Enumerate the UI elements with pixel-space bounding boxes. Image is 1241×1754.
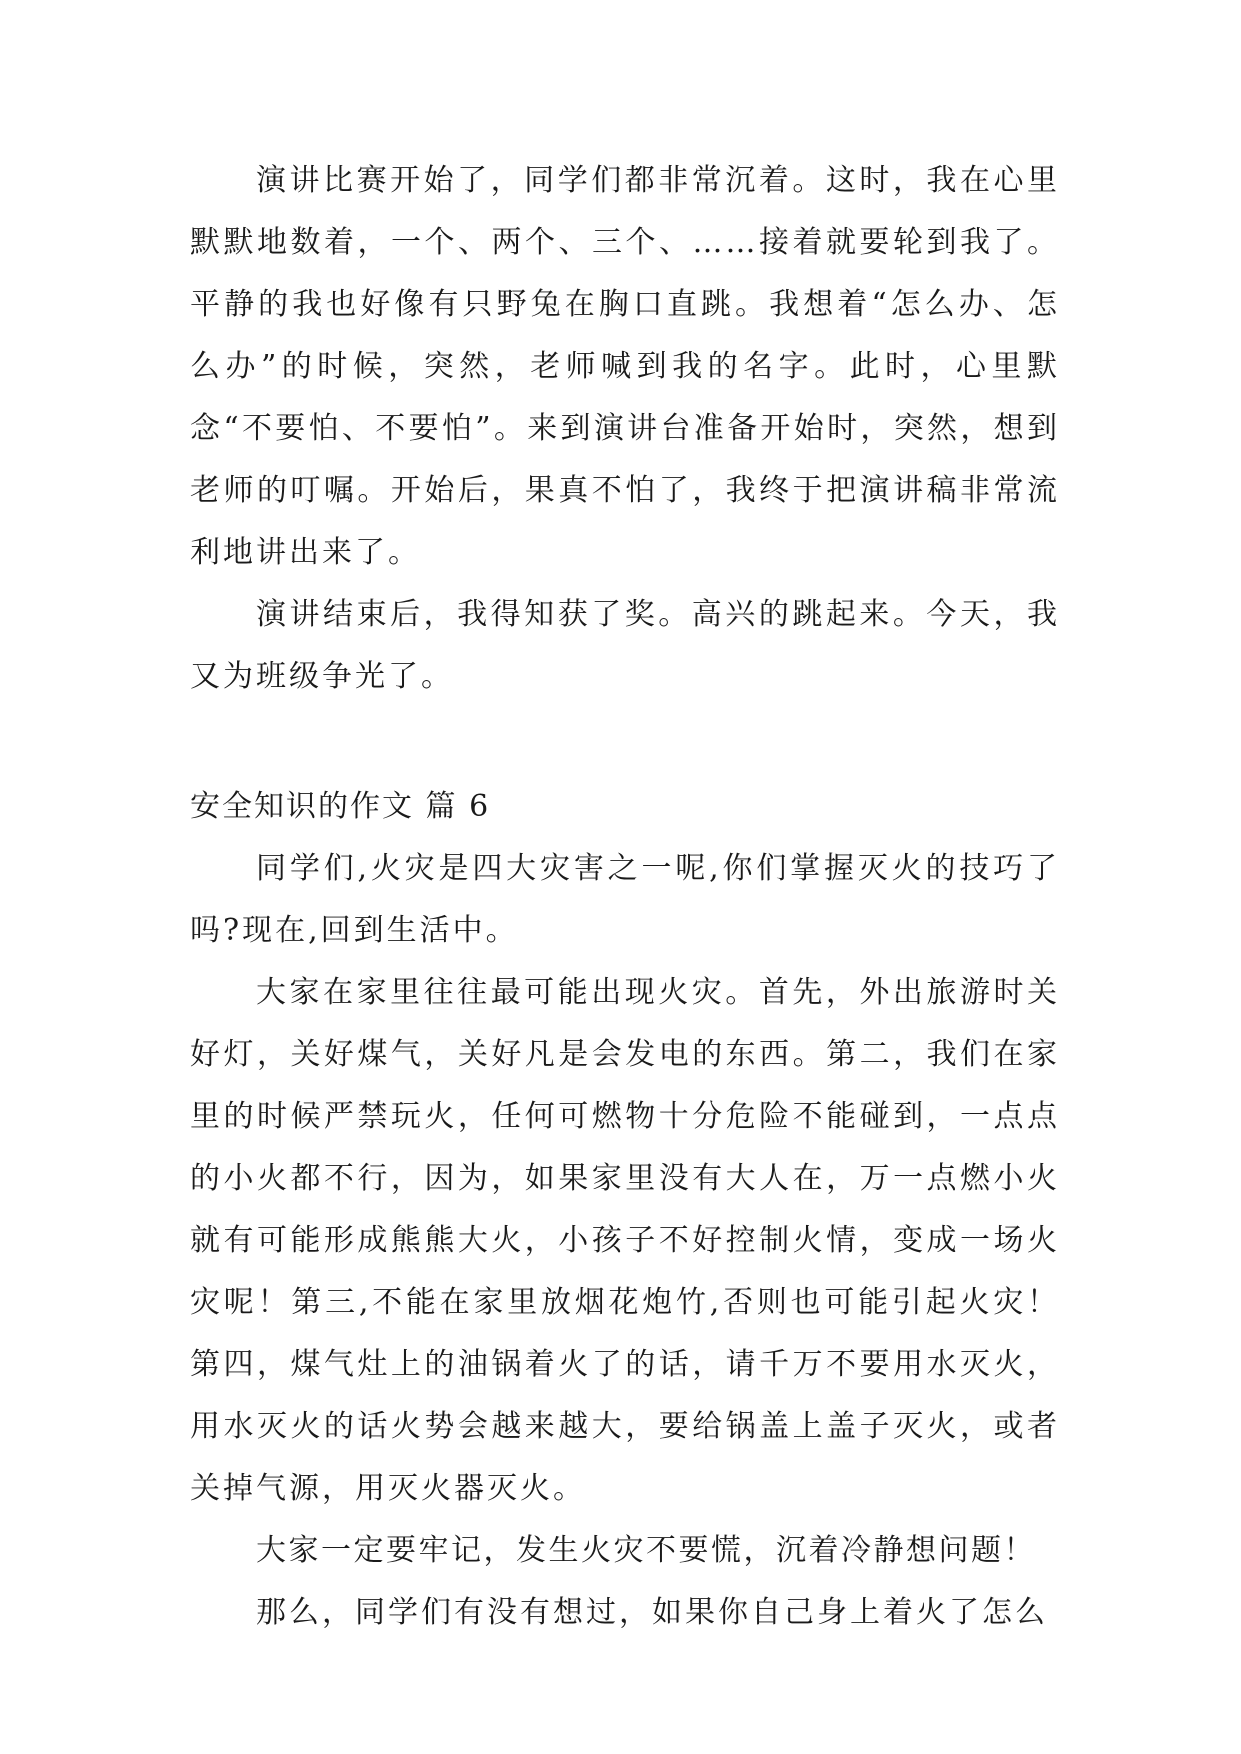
section-heading: 安全知识的作文 篇 6 [190, 789, 491, 824]
document-page [190, 150, 1060, 1644]
paragraph-speech-contest: 演讲比赛开始了，同学们都非常沉着。这时，我在心里默默地数着，一个、两个、三个、……接着就要轮到我了。平静的我也好像有只野兔在胸口直跳。我想着“怎么办、怎么办”的时候，突然，老师喊到我的名字。此时，心里默念“不要怕、不要怕”。来到演讲台准备开始时，突然，想到老师的叮嘱。开始后，果真不怕了，我终于把演讲稿非常流利地讲出来了。 [190, 163, 1060, 570]
paragraph-fire-remember: 大家一定要牢记，发生火灾不要慌，沉着冷静想问题！ [256, 1533, 1036, 1568]
paragraph-fire-intro: 同学们,火灾是四大灾害之一呢,你们掌握灭火的技巧了吗?现在,回到生活中。 [190, 851, 1060, 948]
paragraph-award: 演讲结束后，我得知获了奖。高兴的跳起来。今天，我又为班级争光了。 [190, 597, 1060, 694]
paragraph-fire-home: 大家在家里往往最可能出现火灾。首先，外出旅游时关好灯，关好煤气，关好凡是会发电的东西。第二，我们在家里的时候严禁玩火，任何可燃物十分危险不能碰到，一点点的小火都不行，因为，如果家里没有大人在，万一点燃小火就有可能形成熊熊大火，小孩子不好控制火情，变成一场火灾呢！第三,不能在家里放烟花炮竹,否则也可能引起火灾！第四，煤气灶上的油锅着火了的话，请千万不要用水灭火，用水灭火的话火势会越来越大，要给锅盖上盖子灭火，或者关掉气源，用灭火器灭火。 [190, 975, 1060, 1506]
paragraph-fire-question: 那么，同学们有没有想过，如果你自己身上着火了怎么 [256, 1595, 1048, 1630]
